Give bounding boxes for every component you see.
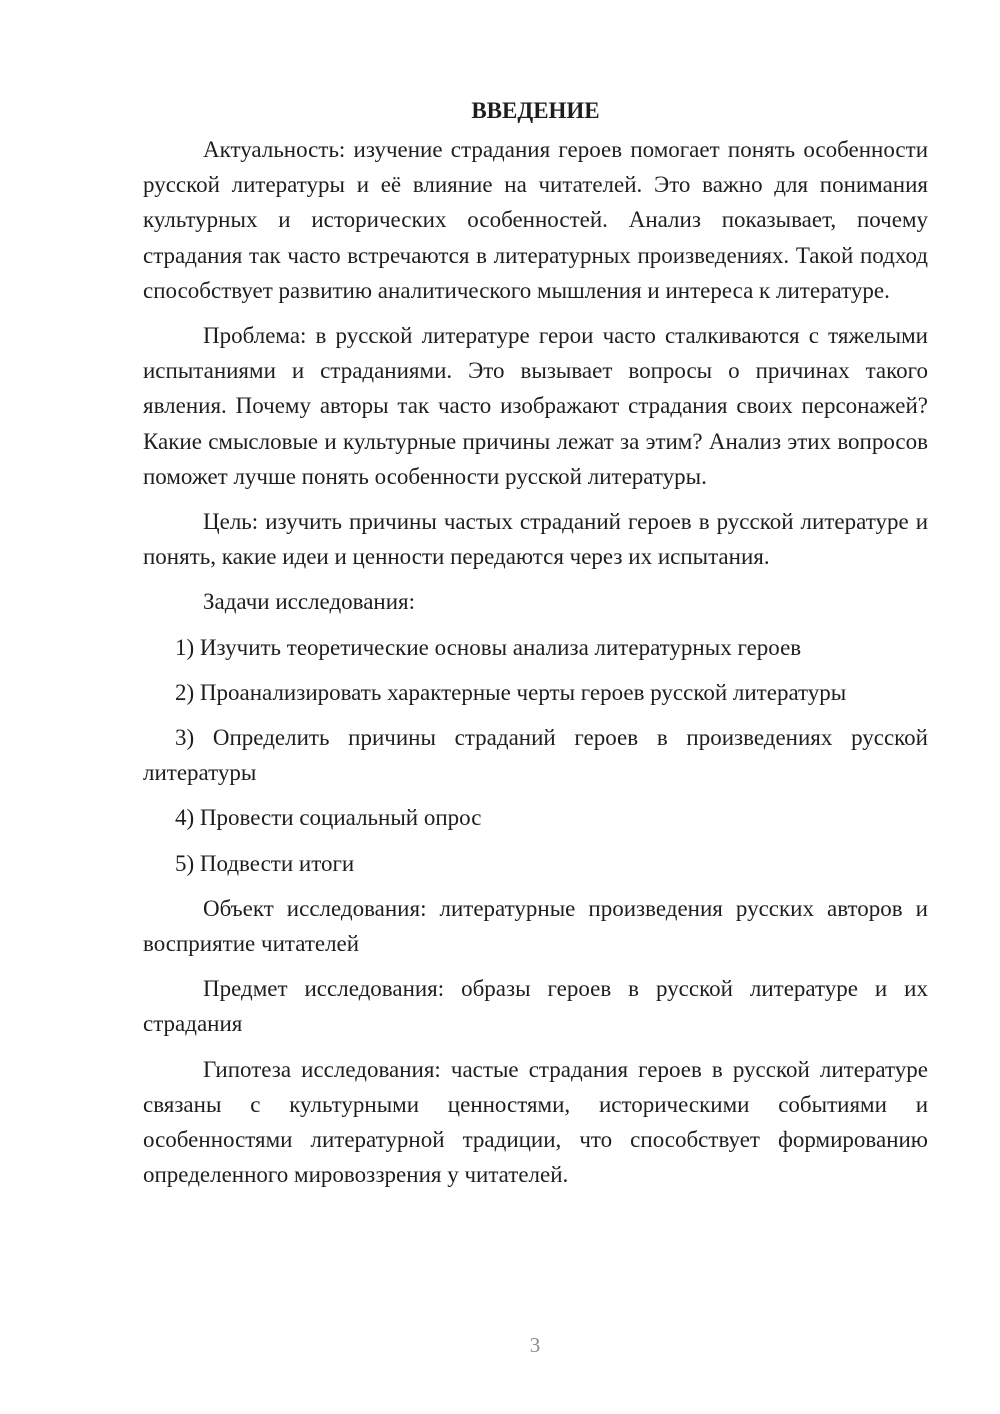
page-number: 3 [529, 1333, 541, 1357]
task-item-3: 3) Определить причины страданий героев в произведениях русской литературы [143, 725, 928, 786]
task-item-5: 5) Подвести итоги [175, 850, 355, 876]
task-item-1: 1) Изучить теоретические основы анализа литературных героев [175, 634, 802, 660]
task-item-4: 4) Провести социальный опрос [175, 805, 482, 831]
task-item-2: 2) Проанализировать характерные черты героев русской литературы [175, 679, 847, 705]
document-page [143, 96, 928, 1202]
paragraph-goal: Цель: изучить причины частых страданий героев в русской литературе и понять, какие идеи и ценности передаются через их испытания. [143, 509, 928, 570]
paragraph-subject: Предмет исследования: образы героев в русской литературе и их страдания [143, 976, 928, 1037]
paragraph-tasks-heading: Задачи исследования: [203, 589, 416, 615]
paragraph-hypothesis: Гипотеза исследования: частые страдания героев в русской литературе связаны с культурными ценностями, историческими событиями и особенностями литературной традиции, что способствует формированию определенного мировоззрения у читателей. [143, 1056, 928, 1188]
paragraph-object: Объект исследования: литературные произведения русских авторов и восприятие читателей [143, 895, 928, 957]
page-title: ВВЕДЕНИЕ [471, 98, 600, 123]
paragraph-relevance: Актуальность: изучение страдания героев помогает понять особенности русской литературы и её влияние на читателей. Это важно для понимания культурных и исторических особенностей. Анализ показывает, почему страдания так часто встречаются в литературных произведениях. Такой подход способствует развитию аналитического мышления и интереса к литературе. [143, 137, 928, 303]
paragraph-problem: Проблема: в русской литературе герои часто сталкиваются с тяжелыми испытаниями и страданиями. Это вызывает вопросы о причинах такого явления. Почему авторы так часто изображают страдания своих персонажей? Какие смысловые и культурные причины лежат за этим? Анализ этих вопросов поможет лучше понять особенности русской литературы. [143, 323, 928, 489]
